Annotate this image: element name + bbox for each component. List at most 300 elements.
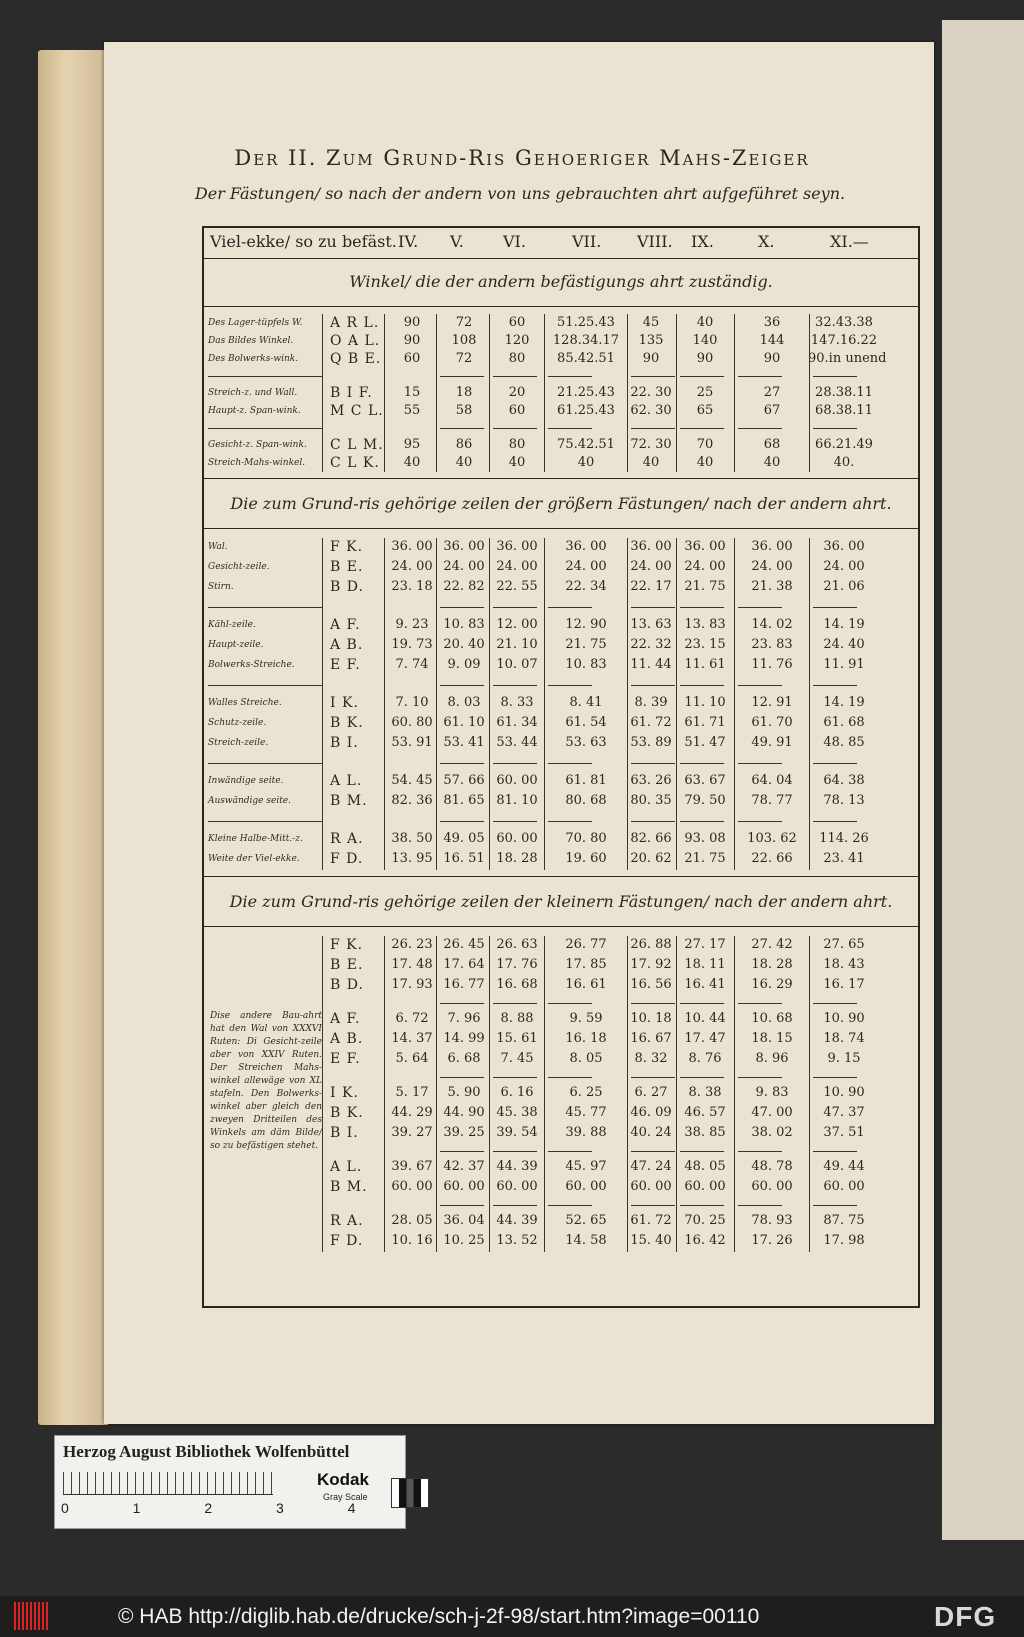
table-cell: 79. 50 — [684, 793, 726, 808]
group-rule — [493, 376, 537, 377]
table-cell: 8. 32 — [634, 1051, 668, 1066]
table-cell: 103. 62 — [747, 831, 797, 846]
table-cell: 5. 90 — [447, 1085, 481, 1100]
table-cell: 14. 02 — [751, 617, 793, 632]
table-cell: 40 — [455, 455, 473, 470]
table-cell: 75.42.51 — [557, 437, 615, 452]
row-code: Q B E. — [330, 351, 382, 367]
row-label: Inwändige seite. — [208, 776, 284, 786]
copyright-link[interactable]: © HAB http://diglib.hab.de/drucke/sch-j-2f-98/start.htm?image=00110 — [118, 1605, 760, 1628]
group-rule — [548, 1151, 592, 1152]
table-cell: 17. 48 — [391, 957, 433, 972]
table-cell: 12. 90 — [565, 617, 607, 632]
table-cell: 53. 63 — [565, 735, 607, 750]
group-rule — [738, 821, 782, 822]
row-code: R A. — [330, 831, 364, 847]
column-rule — [436, 314, 437, 472]
table-cell: 10. 16 — [391, 1233, 433, 1248]
row-label: Schutz-zeile. — [208, 718, 267, 728]
table-cell: 10. 68 — [751, 1011, 793, 1026]
row-code: E F. — [330, 657, 361, 673]
table-cell: 13. 95 — [391, 851, 433, 866]
table-cell: 26. 77 — [565, 937, 607, 952]
table-cell: 61. 72 — [630, 1213, 672, 1228]
group-rule — [680, 428, 724, 429]
table-cell: 78. 93 — [751, 1213, 793, 1228]
row-code: B E. — [330, 957, 364, 973]
table-cell: 60. 80 — [391, 715, 433, 730]
table-cell: 15. 61 — [496, 1031, 538, 1046]
table-cell: 51. 47 — [684, 735, 726, 750]
table-cell: 80 — [508, 351, 526, 366]
table-cell: 24. 00 — [443, 559, 485, 574]
row-code: R A. — [330, 1213, 364, 1229]
table-cell: 93. 08 — [684, 831, 726, 846]
row-label: Auswändige seite. — [208, 796, 291, 806]
table-cell: 120 — [504, 333, 530, 348]
table-cell: 14. 37 — [391, 1031, 433, 1046]
table-cell: 22. 32 — [630, 637, 672, 652]
table-cell: 39. 54 — [496, 1125, 538, 1140]
table-cell: 72 — [455, 351, 473, 366]
table-cell: 7. 96 — [447, 1011, 481, 1026]
table-cell: 128.34.17 — [552, 333, 620, 348]
table-cell: 47. 37 — [823, 1105, 865, 1120]
table-cell: 72. 30 — [630, 437, 672, 452]
table-cell: 39. 27 — [391, 1125, 433, 1140]
group-rule — [548, 607, 592, 608]
group-rule — [813, 685, 857, 686]
table-cell: 5. 64 — [395, 1051, 429, 1066]
table-cell: 54. 45 — [391, 773, 433, 788]
column-rule — [809, 538, 810, 870]
table-cell: 22. 66 — [751, 851, 793, 866]
row-code: A F. — [330, 1011, 361, 1027]
table-cell: 8. 76 — [688, 1051, 722, 1066]
table-cell: 10. 44 — [684, 1011, 726, 1026]
table-cell: 23. 83 — [751, 637, 793, 652]
column-rule — [676, 538, 677, 870]
row-code: F K. — [330, 539, 364, 555]
page-title: Der II. Zum Grund-Ris Gehoeriger Mahs-Zeiger — [234, 146, 810, 170]
row-label: Das Bildes Winkel. — [208, 336, 294, 346]
table-cell: 60. 00 — [684, 1179, 726, 1194]
table-cell: 64. 38 — [823, 773, 865, 788]
group-rule — [208, 607, 322, 608]
group-rule — [738, 1151, 782, 1152]
row-label: Streich-zeile. — [208, 738, 269, 748]
group-rule — [548, 428, 592, 429]
header-col-6: IX. — [691, 232, 714, 251]
row-label: Haupt-zeile. — [208, 640, 264, 650]
row-code: A B. — [330, 637, 364, 653]
table-cell: 9. 23 — [395, 617, 429, 632]
table-cell: 10. 07 — [496, 657, 538, 672]
column-rule — [627, 538, 628, 870]
column-rule — [676, 314, 677, 472]
table-cell: 48. 05 — [684, 1159, 726, 1174]
scale-ruler — [63, 1472, 273, 1495]
table-cell: 53. 44 — [496, 735, 538, 750]
table-cell: 17. 98 — [823, 1233, 865, 1248]
dfg-logo: DFG — [934, 1601, 997, 1632]
table-cell: 10. 90 — [823, 1085, 865, 1100]
column-rule — [489, 538, 490, 870]
book-edge — [38, 50, 108, 1425]
group-rule — [813, 1151, 857, 1152]
group-rule — [440, 1205, 484, 1206]
table-cell: 24. 00 — [630, 559, 672, 574]
table-cell: 6. 27 — [634, 1085, 668, 1100]
column-rule — [734, 936, 735, 1252]
group-rule — [493, 1077, 537, 1078]
table-cell: 63. 67 — [684, 773, 726, 788]
table-cell: 26. 45 — [443, 937, 485, 952]
library-name: Herzog August Bibliothek Wolfenbüttel — [63, 1442, 350, 1461]
table-cell: 52. 65 — [565, 1213, 607, 1228]
table-cell: 42. 37 — [443, 1159, 485, 1174]
group-rule — [548, 763, 592, 764]
group-rule — [813, 1205, 857, 1206]
row-code: B D. — [330, 579, 364, 595]
row-label: Streich-z. und Wall. — [208, 388, 298, 398]
table-cell: 61. 70 — [751, 715, 793, 730]
table-cell: 72 — [455, 315, 473, 330]
table-cell: 8. 88 — [500, 1011, 534, 1026]
table-cell: 48. 85 — [823, 735, 865, 750]
section-rule — [204, 926, 918, 927]
table-cell: 55 — [403, 403, 421, 418]
table-cell: 18. 74 — [823, 1031, 865, 1046]
section-rule — [204, 528, 918, 529]
table-cell: 8. 38 — [688, 1085, 722, 1100]
group-rule — [738, 607, 782, 608]
table-cell: 66.21.49 — [815, 437, 873, 452]
table-cell: 13. 83 — [684, 617, 726, 632]
group-rule — [440, 1077, 484, 1078]
table-cell: 61. 71 — [684, 715, 726, 730]
table-cell: 17. 93 — [391, 977, 433, 992]
row-label: Wal. — [208, 542, 228, 552]
column-rule — [436, 538, 437, 870]
table-cell: 70. 25 — [684, 1213, 726, 1228]
table-cell: 61. 34 — [496, 715, 538, 730]
table-cell: 20. 62 — [630, 851, 672, 866]
table-cell: 21. 06 — [823, 579, 865, 594]
group-rule — [631, 821, 675, 822]
table-cell: 36. 00 — [443, 539, 485, 554]
table-cell: 40 — [508, 455, 526, 470]
table-cell: 53. 89 — [630, 735, 672, 750]
table-cell: 40 — [696, 455, 714, 470]
table-cell: 147.16.22 — [810, 333, 878, 348]
column-rule — [627, 936, 628, 1252]
table-cell: 9. 59 — [569, 1011, 603, 1026]
group-rule — [680, 1205, 724, 1206]
row-label: Streich-Mahs-winkel. — [208, 458, 306, 468]
table-cell: 95 — [403, 437, 421, 452]
table-cell: 135 — [638, 333, 664, 348]
group-rule — [631, 685, 675, 686]
group-rule — [493, 428, 537, 429]
table-cell: 36. 04 — [443, 1213, 485, 1228]
table-cell: 61.25.43 — [557, 403, 615, 418]
group-rule — [208, 821, 322, 822]
group-rule — [548, 685, 592, 686]
column-rule — [676, 936, 677, 1252]
group-rule — [680, 607, 724, 608]
row-code: B D. — [330, 977, 364, 993]
column-rule — [322, 314, 323, 472]
table-cell: 11. 76 — [751, 657, 793, 672]
table-cell: 40. 24 — [630, 1125, 672, 1140]
group-rule — [208, 428, 322, 429]
table-cell: 67 — [763, 403, 781, 418]
table-cell: 36. 00 — [751, 539, 793, 554]
group-rule — [813, 428, 857, 429]
table-cell: 82. 36 — [391, 793, 433, 808]
table-cell: 9. 83 — [755, 1085, 789, 1100]
table-cell: 10. 25 — [443, 1233, 485, 1248]
column-rule — [544, 314, 545, 472]
table-cell: 60. 00 — [496, 1179, 538, 1194]
table-cell: 14. 19 — [823, 695, 865, 710]
table-cell: 44. 90 — [443, 1105, 485, 1120]
table-cell: 14. 19 — [823, 617, 865, 632]
table-cell: 47. 24 — [630, 1159, 672, 1174]
table-cell: 9. 15 — [827, 1051, 861, 1066]
table-cell: 10. 90 — [823, 1011, 865, 1026]
column-rule — [489, 314, 490, 472]
column-rule — [627, 314, 628, 472]
table-cell: 60. 00 — [565, 1179, 607, 1194]
group-rule — [680, 376, 724, 377]
header-col-1: IV. — [398, 232, 419, 251]
table-cell: 46. 57 — [684, 1105, 726, 1120]
table-cell: 14. 58 — [565, 1233, 607, 1248]
column-rule — [809, 936, 810, 1252]
table-cell: 49. 44 — [823, 1159, 865, 1174]
table-cell: 16. 77 — [443, 977, 485, 992]
table-cell: 49. 91 — [751, 735, 793, 750]
table-cell: 40. — [833, 455, 855, 470]
table-cell: 21. 75 — [684, 851, 726, 866]
row-code: A F. — [330, 617, 361, 633]
table-cell: 8. 39 — [634, 695, 668, 710]
group-rule — [738, 1003, 782, 1004]
table-cell: 28. 05 — [391, 1213, 433, 1228]
group-rule — [493, 685, 537, 686]
table-cell: 36. 00 — [565, 539, 607, 554]
group-rule — [440, 763, 484, 764]
table-cell: 144 — [759, 333, 785, 348]
column-rule — [322, 538, 323, 870]
table-cell: 16. 17 — [823, 977, 865, 992]
table-cell: 68.38.11 — [815, 403, 873, 418]
table-cell: 57. 66 — [443, 773, 485, 788]
table-cell: 7. 10 — [395, 695, 429, 710]
table-cell: 17. 85 — [565, 957, 607, 972]
row-code: B E. — [330, 559, 364, 575]
kodak-logo: Kodak — [317, 1470, 369, 1489]
table-cell: 60. 00 — [391, 1179, 433, 1194]
group-rule — [631, 428, 675, 429]
table-cell: 24. 00 — [391, 559, 433, 574]
table-cell: 6. 25 — [569, 1085, 603, 1100]
table-header — [204, 228, 918, 259]
table-cell: 58 — [455, 403, 473, 418]
group-rule — [208, 685, 322, 686]
column-rule — [384, 936, 385, 1252]
table-cell: 78. 13 — [823, 793, 865, 808]
table-cell: 9. 09 — [447, 657, 481, 672]
table-cell: 82. 66 — [630, 831, 672, 846]
table-cell: 16. 42 — [684, 1233, 726, 1248]
table-cell: 16. 67 — [630, 1031, 672, 1046]
table-cell: 60 — [508, 315, 526, 330]
table-cell: 16. 29 — [751, 977, 793, 992]
header-first-cell: Viel-ekke/ so zu befäst. — [210, 232, 397, 251]
header-col-3: VI. — [503, 232, 526, 251]
header-col-2: V. — [450, 232, 464, 251]
table-cell: 40 — [763, 455, 781, 470]
group-rule — [493, 1003, 537, 1004]
table-cell: 23. 15 — [684, 637, 726, 652]
group-rule — [208, 763, 322, 764]
table-cell: 18. 11 — [684, 957, 726, 972]
table-cell: 16. 51 — [443, 851, 485, 866]
row-label: Haupt-z. Span-wink. — [208, 406, 301, 416]
table-cell: 60. 00 — [823, 1179, 865, 1194]
table-cell: 22. 55 — [496, 579, 538, 594]
row-code: A L. — [330, 773, 363, 789]
table-cell: 36 — [763, 315, 781, 330]
table-cell: 26. 23 — [391, 937, 433, 952]
explanatory-note: Dise andere Bau-ahrt hat den Wal von XXXVI Ruten: Di Gesicht-zeile aber von XXIV Ruten. Der Streichen Mahs-winkel allewäge von XL stafeln. Den Bolwerks-winkel aber gleich den zweyen Dritteilen des Winkels am däm Bilde/ so zu befästigen stehet. — [210, 1011, 322, 1151]
table-cell: 17. 92 — [630, 957, 672, 972]
scale-numbers: 0 1 2 3 4 — [61, 1500, 386, 1516]
column-rule — [809, 314, 810, 472]
table-cell: 90 — [403, 315, 421, 330]
column-rule — [384, 538, 385, 870]
table-cell: 38. 85 — [684, 1125, 726, 1140]
table-cell: 20 — [508, 385, 526, 400]
table-cell: 51.25.43 — [557, 315, 615, 330]
table-cell: 60. 00 — [630, 1179, 672, 1194]
table-cell: 60. 00 — [751, 1179, 793, 1194]
table-cell: 18. 28 — [496, 851, 538, 866]
table-cell: 38. 02 — [751, 1125, 793, 1140]
row-code: F D. — [330, 1233, 364, 1249]
row-label: Des Bolwerks-wink. — [208, 354, 299, 364]
row-label: Gesicht-zeile. — [208, 562, 270, 572]
table-cell: 5. 17 — [395, 1085, 429, 1100]
header-col-5: VIII. — [637, 232, 673, 251]
group-rule — [680, 685, 724, 686]
table-cell: 81. 10 — [496, 793, 538, 808]
row-label: Walles Streiche. — [208, 698, 282, 708]
header-col-7: X. — [758, 232, 775, 251]
section-rule — [204, 306, 918, 307]
section-rule — [204, 478, 918, 479]
table-cell: 22. 17 — [630, 579, 672, 594]
group-rule — [680, 1003, 724, 1004]
group-rule — [631, 763, 675, 764]
table-cell: 80. 35 — [630, 793, 672, 808]
table-cell: 36. 00 — [684, 539, 726, 554]
table-cell: 17. 47 — [684, 1031, 726, 1046]
table-cell: 12. 91 — [751, 695, 793, 710]
table-cell: 24. 40 — [823, 637, 865, 652]
group-rule — [548, 1205, 592, 1206]
table-cell: 18. 28 — [751, 957, 793, 972]
table-cell: 18. 43 — [823, 957, 865, 972]
column-rule — [734, 538, 735, 870]
table-cell: 38. 50 — [391, 831, 433, 846]
group-rule — [208, 376, 322, 377]
table-cell: 39. 88 — [565, 1125, 607, 1140]
table-cell: 90 — [403, 333, 421, 348]
row-code: B I. — [330, 1125, 359, 1141]
table-cell: 26. 88 — [630, 937, 672, 952]
table-cell: 24. 00 — [496, 559, 538, 574]
gray-scale-label: Gray Scale — [323, 1492, 368, 1502]
group-rule — [548, 1077, 592, 1078]
table-cell: 24. 00 — [684, 559, 726, 574]
table-cell: 61. 68 — [823, 715, 865, 730]
group-rule — [631, 1205, 675, 1206]
group-rule — [493, 763, 537, 764]
section-rule — [204, 876, 918, 877]
footer-bar — [0, 1596, 1024, 1637]
table-cell: 17. 76 — [496, 957, 538, 972]
row-code: B K. — [330, 715, 364, 731]
group-rule — [548, 821, 592, 822]
table-cell: 22. 30 — [630, 385, 672, 400]
header-col-4: VII. — [572, 232, 602, 251]
row-code: F D. — [330, 851, 364, 867]
table-cell: 27. 17 — [684, 937, 726, 952]
group-rule — [680, 821, 724, 822]
table-cell: 45 — [642, 315, 660, 330]
table-cell: 44. 39 — [496, 1159, 538, 1174]
group-rule — [813, 376, 857, 377]
group-rule — [738, 376, 782, 377]
table-cell: 23. 18 — [391, 579, 433, 594]
group-rule — [813, 821, 857, 822]
row-label: Stirn. — [208, 582, 234, 592]
table-cell: 60 — [508, 403, 526, 418]
table-cell: 39. 67 — [391, 1159, 433, 1174]
table-cell: 81. 65 — [443, 793, 485, 808]
table-cell: 17. 26 — [751, 1233, 793, 1248]
row-code: I K. — [330, 695, 359, 711]
table-cell: 21.25.43 — [557, 385, 615, 400]
table-cell: 78. 77 — [751, 793, 793, 808]
table-cell: 18 — [455, 385, 473, 400]
section-title: Die zum Grund-ris gehörige zeilen der größern Fästungen/ nach der andern ahrt. — [230, 494, 892, 513]
table-cell: 26. 63 — [496, 937, 538, 952]
table-cell: 36. 00 — [823, 539, 865, 554]
table-cell: 16. 56 — [630, 977, 672, 992]
table-cell: 10. 83 — [565, 657, 607, 672]
table-cell: 18. 15 — [751, 1031, 793, 1046]
barcode-icon — [14, 1602, 48, 1630]
table-cell: 21. 75 — [565, 637, 607, 652]
table-cell: 114. 26 — [819, 831, 869, 846]
table-cell: 60. 00 — [496, 773, 538, 788]
table-cell: 24. 00 — [823, 559, 865, 574]
